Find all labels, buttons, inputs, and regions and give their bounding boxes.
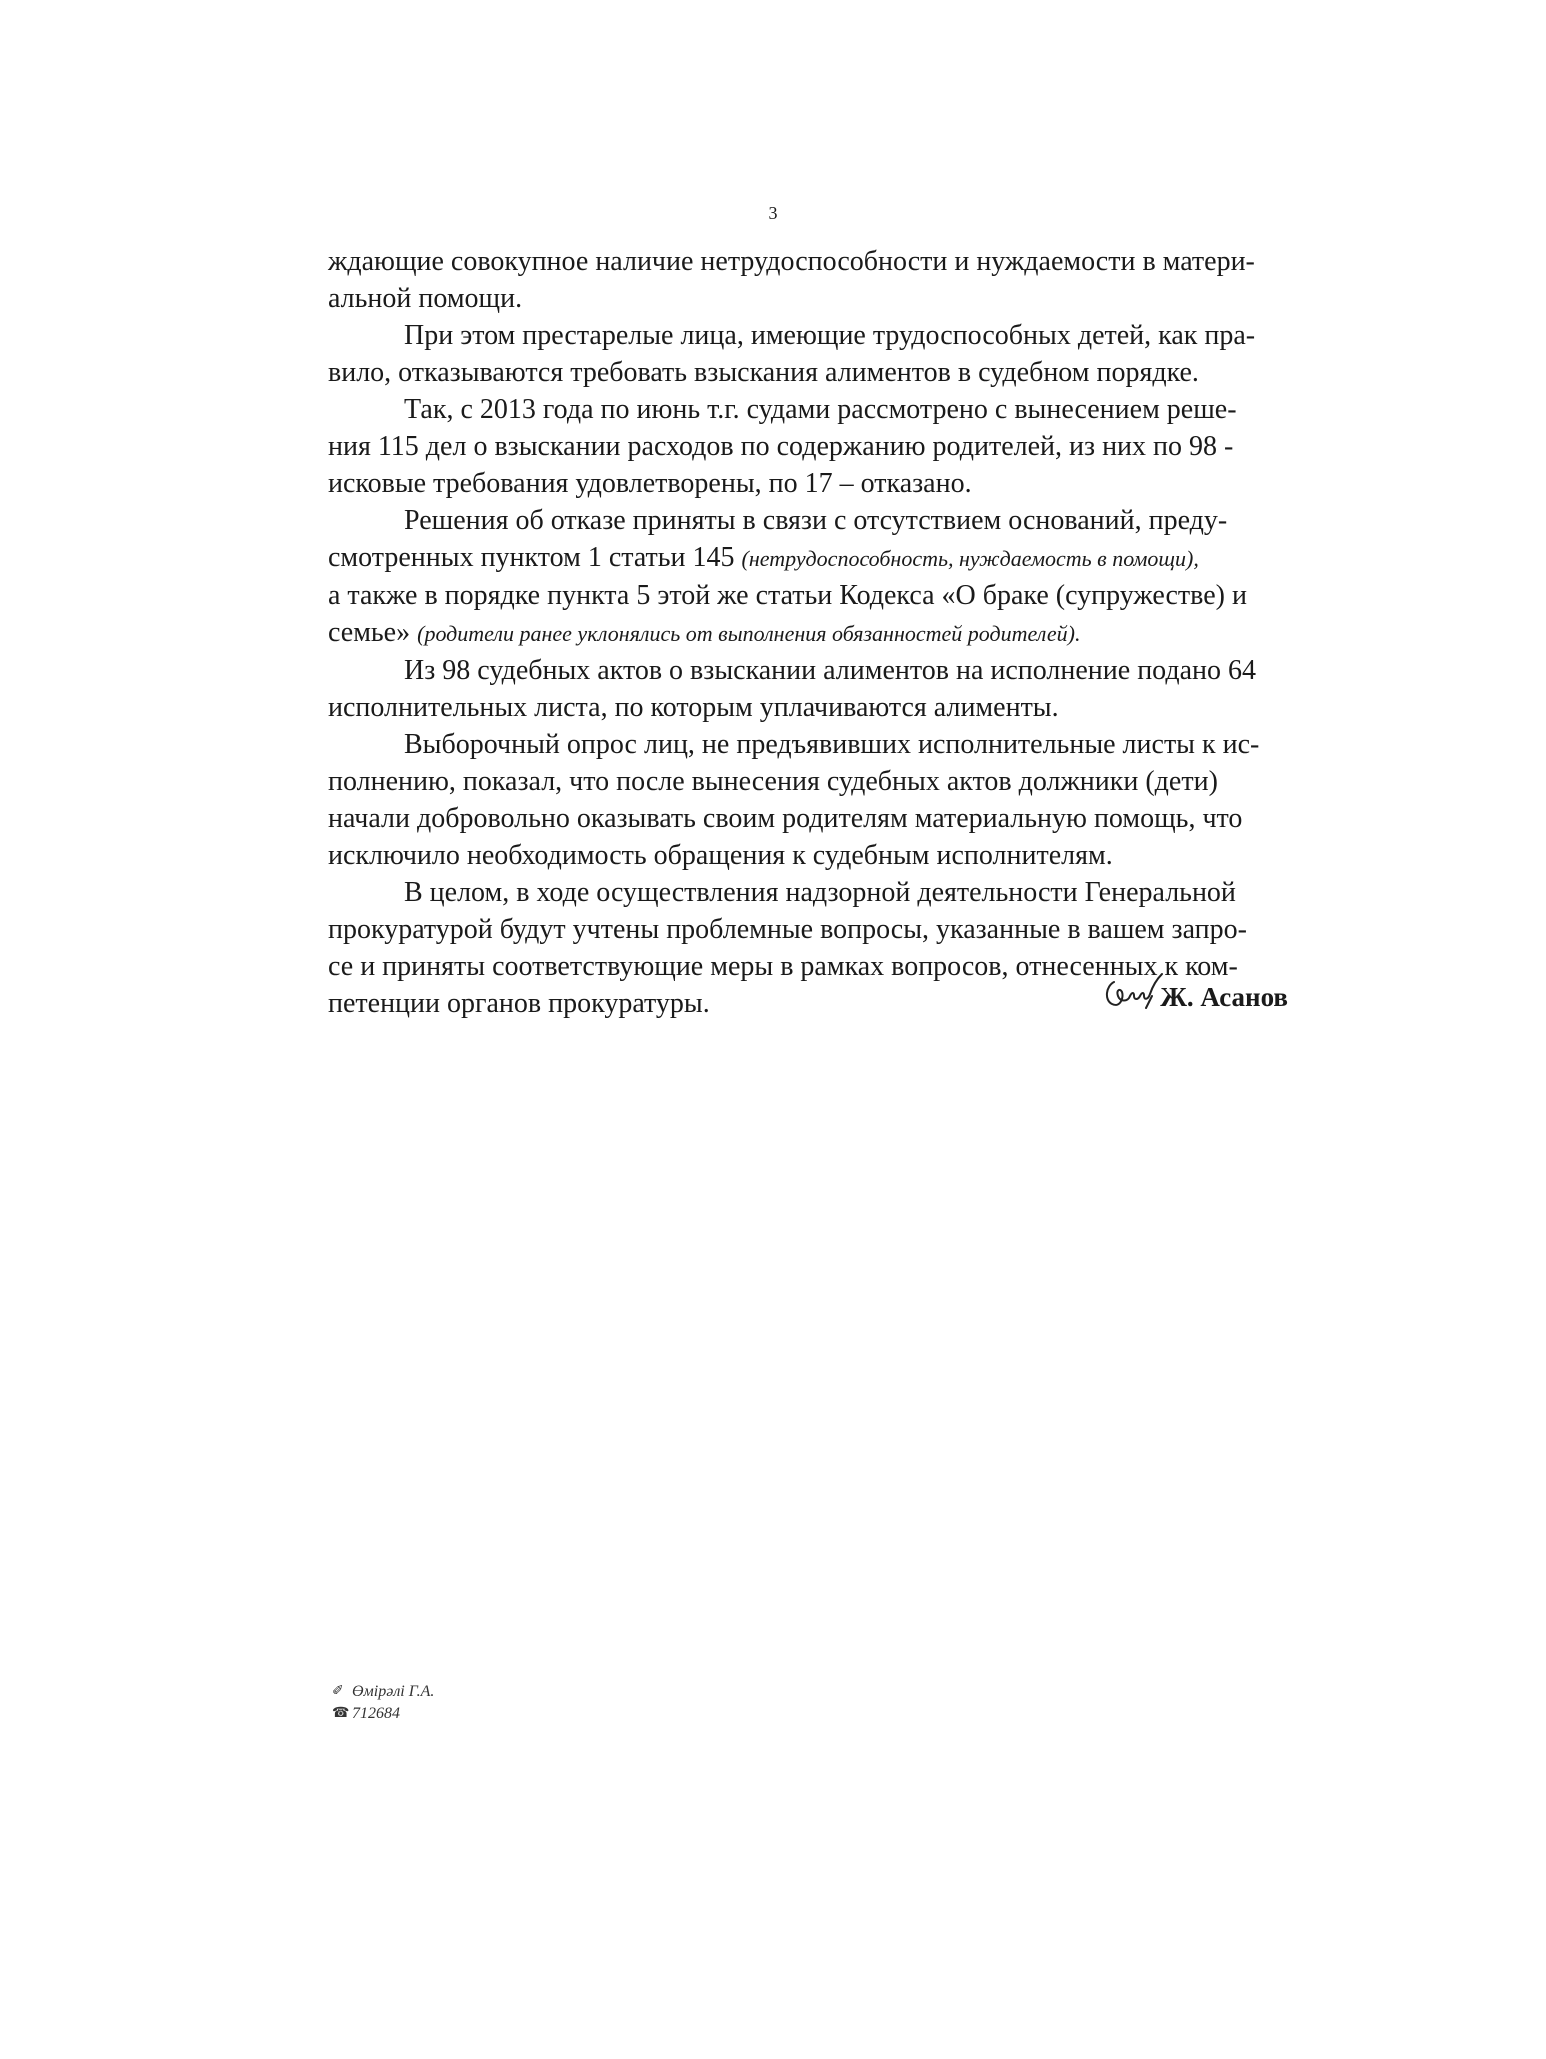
executor-name: Өмірәлі Г.А. — [352, 1683, 435, 1700]
text-run: Так, с 2013 года по июнь т.г. судами рассмотрено с вынесением реше- — [404, 394, 1237, 425]
letter-body — [328, 243, 1288, 1022]
text-run: петенции органов прокуратуры. — [328, 988, 710, 1019]
body-paragraph — [328, 243, 1288, 317]
text-run: исключило необходимость обращения к судебным исполнителям. — [328, 840, 1113, 871]
text-run: альной помощи. — [328, 283, 523, 314]
text-run: Из 98 судебных актов о взыскании алиментов на исполнение подано 64 — [404, 655, 1257, 686]
text-run: а также в порядке пункта 5 этой же статьи Кодекса «О браке (супружестве) и — [328, 580, 1247, 611]
text-run: полнению, показал, что после вынесения судебных актов должники (дети) — [328, 766, 1218, 797]
phone-icon: ☎ — [332, 1706, 350, 1721]
text-run: ния 115 дел о взыскании расходов по содержанию родителей, из них по 98 - — [328, 431, 1234, 462]
text-run: прокуратурой будут учтены проблемные вопросы, указанные в вашем запро- — [328, 914, 1247, 945]
body-paragraph — [328, 726, 1288, 874]
signature-block — [1102, 968, 1288, 1012]
text-run: се и приняты соответствующие меры в рамках вопросов, отнесенных к ком- — [328, 951, 1238, 982]
text-run: Выборочный опрос лиц, не предъявивших исполнительные листы к ис- — [404, 729, 1260, 760]
pen-icon: ✐ — [332, 1684, 344, 1699]
text-run: При этом престарелые лица, имеющие трудоспособных детей, как пра- — [404, 320, 1256, 351]
text-run: вило, отказываются требовать взыскания алиментов в судебном порядке. — [328, 357, 1199, 388]
body-paragraph — [328, 502, 1288, 652]
body-paragraph — [328, 652, 1288, 726]
text-run: ждающие совокупное наличие нетрудоспособности и нуждаемости в матери- — [328, 246, 1255, 277]
text-run: начали добровольно оказывать своим родителям материальную помощь, что — [328, 803, 1243, 834]
text-run: исковые требования удовлетворены, по 17 – отказано. — [328, 468, 972, 499]
body-paragraph — [328, 317, 1288, 391]
handwritten-signature — [1102, 968, 1166, 1012]
text-run: В целом, в ходе осуществления надзорной деятельности Генеральной — [404, 877, 1236, 908]
signatory-name: Ж. Асанов — [1160, 982, 1288, 1012]
text-run: исполнительных листа, по которым уплачиваются алименты. — [328, 692, 1059, 723]
footer-executor-info — [332, 1681, 434, 1725]
phone-row — [332, 1703, 434, 1725]
body-paragraph — [328, 391, 1288, 502]
text-run: семье» — [328, 617, 418, 648]
text-run: Решения об отказе приняты в связи с отсутствием оснований, преду- — [404, 505, 1228, 536]
page-number: 3 — [768, 203, 778, 223]
italic-note: (родители ранее уклонялись от выполнения обязанностей родителей). — [417, 621, 1081, 646]
italic-note: (нетрудоспособность, нуждаемость в помощи), — [741, 546, 1199, 571]
executor-phone: 712684 — [352, 1705, 400, 1722]
text-run: смотренных пунктом 1 статьи 145 — [328, 542, 742, 573]
executor-row — [332, 1681, 434, 1703]
